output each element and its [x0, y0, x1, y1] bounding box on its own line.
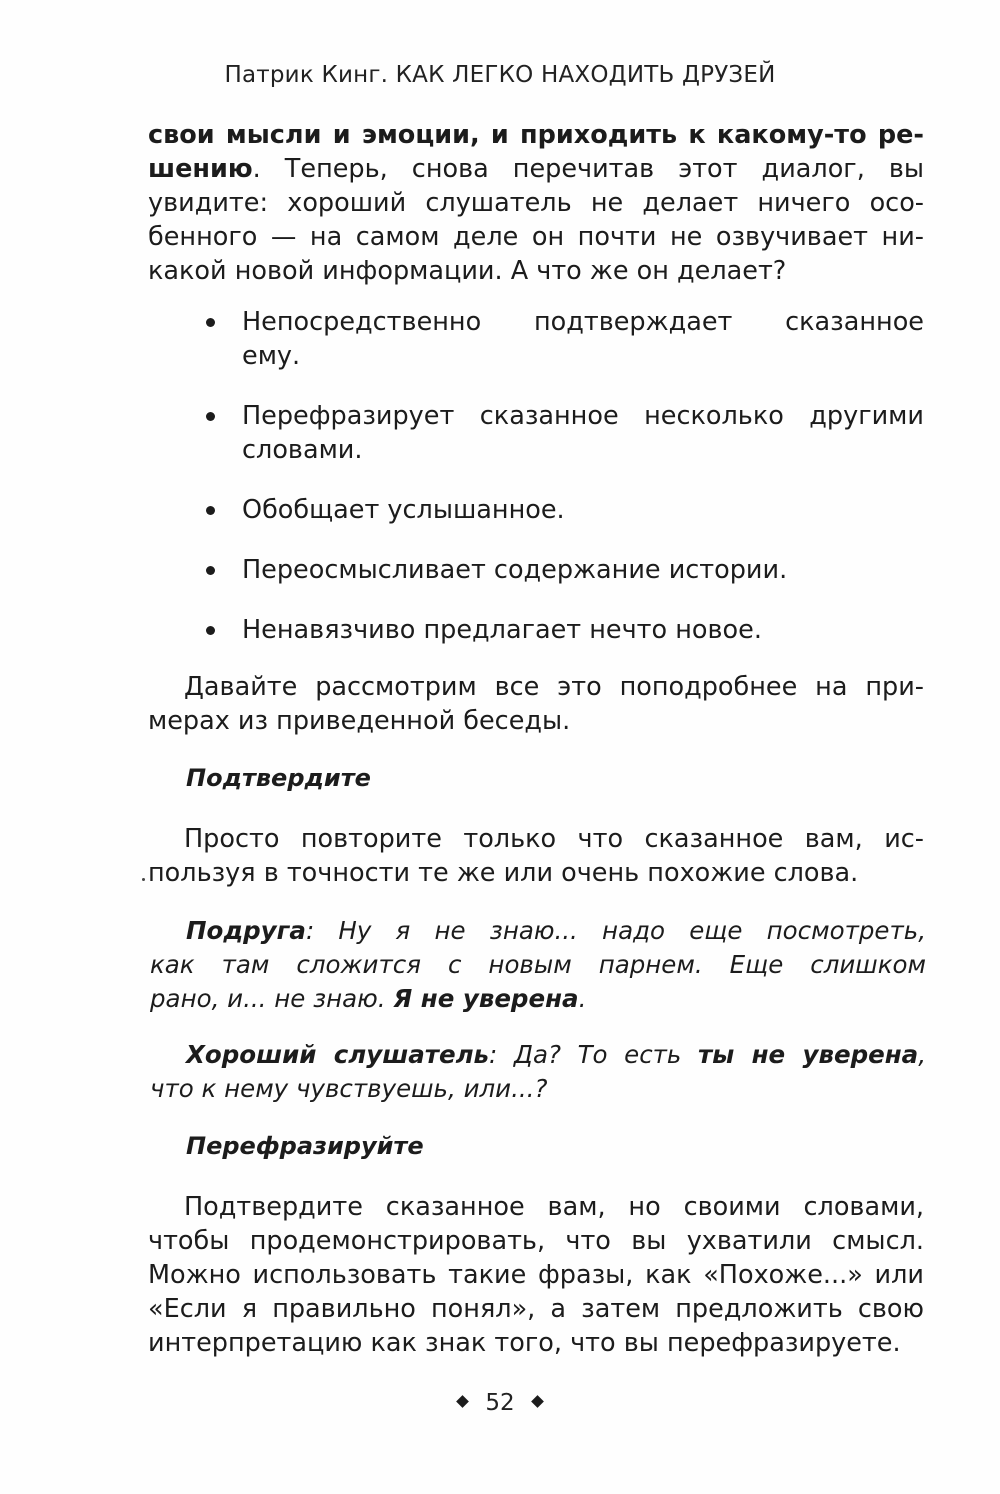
page-number: 52 [485, 1390, 515, 1416]
dialog-listener-text-1c: , [918, 1040, 926, 1069]
intro-line-4: бенного — на самом деле он почти не озвучивает ни- [148, 222, 924, 252]
section-2-line-4: «Если я правильно понял», а затем предложить свою [148, 1294, 924, 1324]
dialog-friend [150, 914, 926, 1016]
bullet-item [206, 399, 924, 467]
dialog-listener-text-1a: : Да? То есть [489, 1040, 698, 1069]
section-2-paragraph [148, 1190, 924, 1360]
intro-bold-word: шению [148, 154, 253, 184]
print-speck [142, 878, 145, 881]
dialog-friend-text-1: : Ну я не знаю... надо еще посмотреть, [305, 916, 926, 945]
intro-paragraph [148, 118, 924, 288]
diamond-ornament-icon [531, 1395, 544, 1408]
dialog-friend-line-1 [150, 914, 926, 948]
bullet-dot-icon [206, 318, 215, 327]
bullet-dot-icon [206, 566, 215, 575]
bullet-line: Ненавязчиво предлагает нечто новое. [242, 615, 762, 645]
bullet-line: Перефразирует сказанное несколько другими [242, 401, 924, 431]
speaker-friend: Подруга [186, 916, 306, 945]
speaker-listener: Хороший слушатель [186, 1040, 490, 1069]
bullet-line: Обобщает услышанное. [242, 495, 565, 525]
section-1-line-2: пользуя в точности те же или очень похожие слова. [148, 858, 859, 888]
intro-line-5: какой новой информации. А что же он делает? [148, 256, 787, 286]
section-heading-confirm: Подтвердите [186, 764, 371, 792]
bullet-item [206, 305, 924, 373]
dialog-friend-line-3 [150, 982, 926, 1016]
bullet-line: ему. [242, 341, 301, 371]
section-1-paragraph [148, 822, 924, 890]
bullet-dot-icon [206, 412, 215, 421]
bullet-list [206, 305, 924, 647]
dialog-listener-line-2: что к нему чувствуешь, или...? [150, 1074, 548, 1103]
bullet-dot-icon [206, 506, 215, 515]
bullet-line: Переосмысливает содержание истории. [242, 555, 788, 585]
dialog-listener-emphasis: ты не уверена [697, 1040, 919, 1069]
running-title: Патрик Кинг. КАК ЛЕГКО НАХОДИТЬ ДРУЗЕЙ [224, 62, 776, 88]
section-1-line-1: Просто повторите только что сказанное вам, ис- [184, 824, 924, 854]
diamond-ornament-icon [456, 1395, 469, 1408]
intro-line-1: свои мысли и эмоции, и приходить к какому-то ре- [148, 120, 924, 150]
page-footer [0, 1390, 1000, 1416]
intro-line-2 [148, 152, 924, 186]
dialog-listener [150, 1038, 926, 1106]
section-2-line-3: Можно использовать такие фразы, как «Похоже...» или [148, 1260, 924, 1290]
section-2-line-5: интерпретацию как знак того, что вы перефразируете. [148, 1328, 901, 1358]
bullet-item [206, 553, 924, 587]
dialog-friend-text-3a: рано, и... не знаю. [150, 984, 394, 1013]
bullet-line: словами. [242, 435, 363, 465]
lead-line-2: мерах из приведенной беседы. [148, 706, 571, 736]
bullet-dot-icon [206, 626, 215, 635]
section-heading-paraphrase: Перефразируйте [186, 1132, 424, 1160]
bullet-item [206, 493, 924, 527]
bullet-line: Непосредственно подтверждает сказанное [242, 307, 924, 337]
lead-paragraph [148, 670, 924, 738]
intro-line-2-rest: . Теперь, снова перечитав этот диалог, вы [252, 154, 924, 184]
dialog-listener-line-1 [150, 1038, 926, 1072]
dialog-friend-emphasis: Я не уверена [393, 984, 579, 1013]
section-2-line-2: чтобы продемонстрировать, что вы ухватили смысл. [148, 1226, 924, 1256]
intro-line-3: увидите: хороший слушатель не делает ничего осо- [148, 188, 924, 218]
dialog-friend-line-2: как там сложится с новым парнем. Еще слишком [150, 950, 926, 979]
bullet-item [206, 613, 924, 647]
dialog-friend-text-3c: . [578, 984, 587, 1013]
section-2-line-1: Подтвердите сказанное вам, но своими словами, [184, 1192, 924, 1222]
lead-line-1: Давайте рассмотрим все это поподробнее на при- [184, 672, 924, 702]
